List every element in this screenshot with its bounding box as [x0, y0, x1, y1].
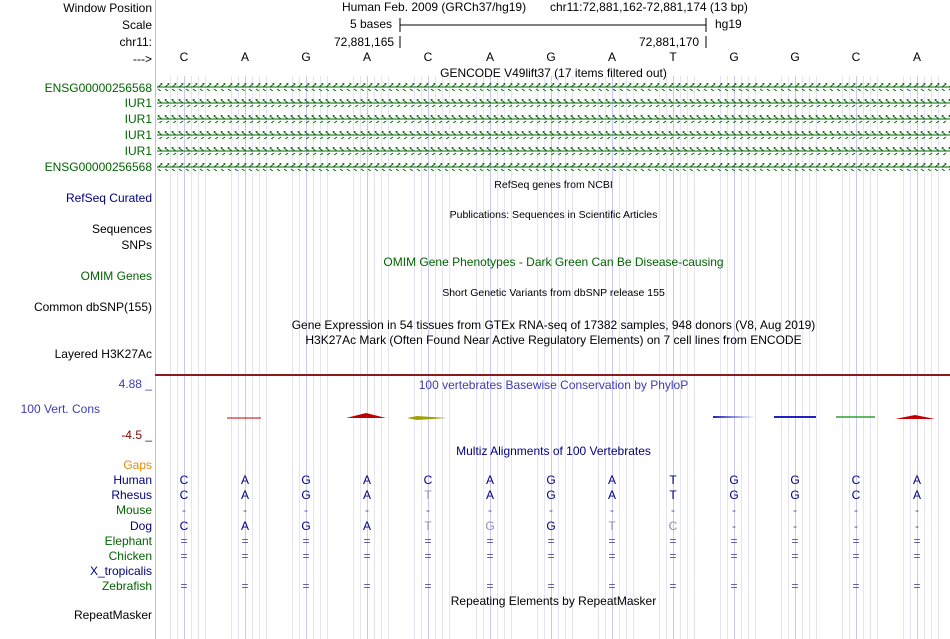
alignment-cell: -: [793, 503, 797, 517]
alignment-cell: =: [547, 549, 555, 563]
assembly-text: Human Feb. 2009 (GRCh37/hg19): [342, 0, 527, 14]
alignment-cell: =: [669, 534, 677, 548]
omim-track-label[interactable]: OMIM Genes: [80, 269, 152, 283]
gencode-item-label[interactable]: IUR1: [124, 96, 152, 110]
alignment-cell: =: [669, 549, 677, 563]
alignment-cell: -: [365, 503, 369, 517]
alignment-cell: A: [485, 488, 494, 502]
alignment-cell: =: [547, 579, 555, 593]
gene-model-rev[interactable]: [157, 131, 950, 139]
coord-right: 72,881,170: [639, 35, 700, 49]
species-label[interactable]: X_tropicalis: [89, 564, 152, 578]
ruler-base: A: [912, 50, 921, 64]
ruler-base: C: [851, 50, 861, 64]
ruler-base: T: [669, 50, 677, 64]
gene-model-rev[interactable]: [157, 99, 950, 107]
gene-model-rev[interactable]: [157, 115, 950, 123]
alignment-cell: -: [732, 519, 736, 533]
gene-model-fwd[interactable]: [157, 163, 950, 171]
gencode-item-label[interactable]: IUR1: [124, 112, 152, 126]
alignment-cell: =: [424, 579, 432, 593]
alignment-cell: T: [608, 519, 616, 533]
alignment-cell: A: [362, 488, 371, 502]
species-label[interactable]: Mouse: [115, 503, 152, 517]
gaps-label: Gaps: [123, 458, 152, 472]
alignment-cell: =: [608, 549, 616, 563]
alignment-cell: -: [793, 519, 797, 533]
gene-model-rev[interactable]: [157, 147, 950, 155]
alignment-cell: =: [424, 549, 432, 563]
alignment-cell: -: [671, 503, 675, 517]
ruler-base: G: [790, 50, 800, 64]
dbsnp-track-title[interactable]: Short Genetic Variants from dbSNP release 155: [442, 287, 665, 299]
alignment-cell: -: [915, 519, 919, 533]
alignment-cell: G: [729, 473, 739, 487]
sequences-track-label[interactable]: Sequences: [91, 222, 152, 236]
alignment-cell: C: [851, 488, 861, 502]
ruler-base: A: [485, 50, 494, 64]
alignment-cell: C: [423, 473, 433, 487]
alignment-cell: =: [791, 534, 799, 548]
alignment-cell: -: [915, 503, 919, 517]
alignment-cell: G: [790, 488, 800, 502]
alignment-cell: A: [362, 519, 371, 533]
alignment-cell: A: [485, 473, 494, 487]
alignment-cell: G: [546, 519, 556, 533]
alignment-cell: =: [180, 534, 188, 548]
cons-track-label[interactable]: 100 Vert. Cons: [20, 402, 100, 416]
alignment-cell: =: [424, 534, 432, 548]
gencode-item-label[interactable]: IUR1: [124, 128, 152, 142]
phylop-mark: [895, 415, 935, 419]
species-label[interactable]: Chicken: [108, 549, 152, 563]
gene-model-fwd[interactable]: [157, 83, 950, 91]
alignment-cell: =: [852, 534, 860, 548]
alignment-cell: =: [608, 579, 616, 593]
gencode-track-title[interactable]: GENCODE V49lift37 (17 items filtered out): [440, 66, 667, 80]
alignment-cell: A: [607, 488, 616, 502]
gencode-gene-models[interactable]: [157, 80, 950, 172]
alignment-cell: A: [912, 473, 921, 487]
alignment-cell: A: [607, 473, 616, 487]
alignment-cell: =: [608, 534, 616, 548]
species-label[interactable]: Human: [113, 473, 152, 487]
alignment-cell: G: [301, 519, 311, 533]
species-label[interactable]: Dog: [129, 519, 152, 533]
chrom-label: chr11:: [119, 35, 152, 49]
ruler-base: C: [423, 50, 433, 64]
alignment-cell: -: [549, 503, 553, 517]
alignment-cell: -: [732, 503, 736, 517]
alignment-cell: -: [854, 503, 858, 517]
alignment-cell: -: [243, 503, 247, 517]
ruler-base: A: [362, 50, 371, 64]
alignment-cell: T: [669, 473, 677, 487]
multiz-track-title[interactable]: Multiz Alignments of 100 Vertebrates: [456, 444, 651, 458]
alignment-cell: =: [913, 579, 921, 593]
window-position-label: Window Position: [63, 1, 152, 15]
phylop-track-title[interactable]: 100 vertebrates Basewise Conservation by PhyloP: [418, 378, 689, 392]
alignment-cell: -: [610, 503, 614, 517]
gencode-item-label[interactable]: ENSG00000256568: [44, 81, 152, 95]
alignment-cell: -: [854, 519, 858, 533]
alignment-cell: C: [179, 473, 189, 487]
alignment-cell: G: [790, 473, 800, 487]
phylop-wiggle[interactable]: [157, 405, 950, 425]
species-label[interactable]: Rhesus: [111, 488, 152, 502]
alignment-cell: =: [180, 579, 188, 593]
alignment-cell: G: [485, 519, 495, 533]
alignment-cell: C: [668, 519, 678, 533]
alignment-cell: =: [363, 579, 371, 593]
alignment-cell: -: [488, 503, 492, 517]
alignment-cell: =: [852, 549, 860, 563]
ruler-base: A: [607, 50, 616, 64]
alignment-cell: =: [302, 579, 310, 593]
gencode-item-label[interactable]: ENSG00000256568: [44, 160, 152, 174]
publications-track-title[interactable]: Publications: Sequences in Scientific Articles: [449, 209, 658, 221]
repeatmasker-track-title[interactable]: Repeating Elements by RepeatMasker: [450, 594, 657, 608]
alignment-cell: =: [486, 534, 494, 548]
alignment-cell: =: [363, 534, 371, 548]
ruler-base: G: [729, 50, 739, 64]
omim-track-title[interactable]: OMIM Gene Phenotypes - Dark Green Can Be Disease-causing: [383, 255, 724, 269]
alignment-cell: =: [241, 549, 249, 563]
alignment-cell: =: [180, 549, 188, 563]
alignment-cell: A: [240, 488, 249, 502]
alignment-cell: -: [304, 503, 308, 517]
scale-text: 5 bases: [350, 17, 393, 31]
alignment-cell: =: [913, 549, 921, 563]
phylop-mark: [713, 416, 755, 418]
position-text: chr11:72,881,162-72,881,174 (13 bp): [550, 0, 748, 14]
refseq-track-label[interactable]: RefSeq Curated: [65, 191, 152, 205]
track-label-column: [0, 0, 156, 639]
species-label[interactable]: Zebrafish: [101, 579, 152, 593]
alignment-cell: T: [424, 519, 432, 533]
alignment-cell: C: [179, 488, 189, 502]
alignment-cell: A: [240, 473, 249, 487]
alignment-cell: =: [730, 549, 738, 563]
alignment-cell: =: [363, 549, 371, 563]
dbsnp-track-label[interactable]: Common dbSNP(155): [33, 300, 152, 314]
strand-label: --->: [133, 52, 152, 66]
alignment-cell: =: [241, 579, 249, 593]
alignment-cell: T: [669, 488, 677, 502]
alignment-cell: G: [729, 488, 739, 502]
alignment-cell: =: [913, 534, 921, 548]
phylop-mark: [346, 413, 386, 418]
gtex-track-title[interactable]: Gene Expression in 54 tissues from GTEx RNA-seq of 17382 samples, 948 donors (V8, Aug 2019): [291, 318, 816, 332]
alignment-cell: G: [546, 488, 556, 502]
ruler-base: G: [301, 50, 311, 64]
alignment-cell: G: [546, 473, 556, 487]
alignment-cell: =: [486, 579, 494, 593]
alignment-cell: G: [301, 488, 311, 502]
db-text: hg19: [715, 17, 742, 31]
alignment-cell: A: [240, 519, 249, 533]
alignment-cell: =: [730, 579, 738, 593]
alignment-cell: =: [302, 549, 310, 563]
ruler-base: G: [546, 50, 556, 64]
track-divider: [155, 374, 950, 376]
h3k27ac-track-label[interactable]: Layered H3K27Ac: [54, 347, 152, 361]
alignment-cell: =: [302, 534, 310, 548]
alignment-cell: =: [241, 534, 249, 548]
species-label[interactable]: Elephant: [104, 534, 152, 548]
phylop-min-label: -4.5 _: [121, 428, 152, 442]
repeatmasker-track-label[interactable]: RepeatMasker: [73, 608, 152, 622]
alignment-cell: -: [182, 503, 186, 517]
phylop-max-label: 4.88 _: [118, 377, 152, 391]
alignment-cell: =: [730, 534, 738, 548]
snps-track-label[interactable]: SNPs: [121, 238, 152, 252]
alignment-cell: -: [426, 503, 430, 517]
alignment-cell: =: [852, 579, 860, 593]
alignment-cell: A: [912, 488, 921, 502]
alignment-cell: =: [486, 549, 494, 563]
refseq-track-title[interactable]: RefSeq genes from NCBI: [494, 179, 613, 191]
coord-left: 72,881,165: [334, 35, 395, 49]
scale-label: Scale: [121, 18, 152, 32]
alignment-cell: =: [791, 549, 799, 563]
alignment-cell: C: [851, 473, 861, 487]
h3k27ac-track-title[interactable]: H3K27Ac Mark (Often Found Near Active Regulatory Elements) on 7 cell lines from ENCODE: [305, 333, 802, 347]
ruler-base: C: [179, 50, 189, 64]
alignment-cell: T: [424, 488, 432, 502]
phylop-mark: [407, 416, 447, 420]
alignment-cell: =: [547, 534, 555, 548]
ruler-base: A: [240, 50, 249, 64]
alignment-cell: A: [362, 473, 371, 487]
alignment-cell: =: [791, 579, 799, 593]
gencode-item-label[interactable]: IUR1: [124, 144, 152, 158]
alignment-cell: =: [669, 579, 677, 593]
alignment-cell: G: [301, 473, 311, 487]
alignment-cell: C: [179, 519, 189, 533]
